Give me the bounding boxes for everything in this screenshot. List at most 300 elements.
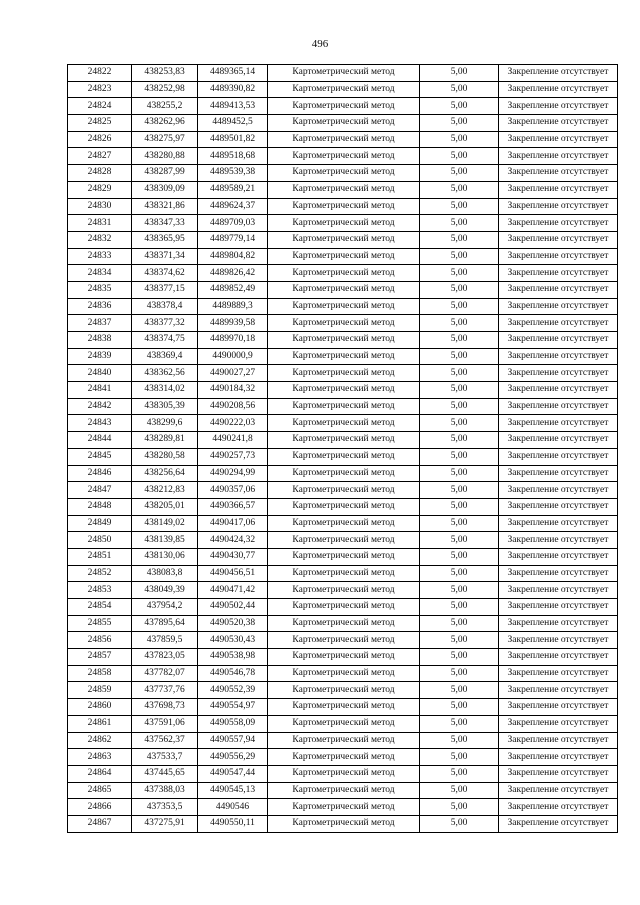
method-cell: Картометрический метод (268, 365, 420, 382)
x-coordinate-cell: 438149,02 (132, 515, 198, 532)
method-cell: Картометрический метод (268, 248, 420, 265)
fixing-cell: Закрепление отсутствует (499, 532, 618, 549)
point-number-cell: 24860 (68, 699, 132, 716)
method-cell: Картометрический метод (268, 632, 420, 649)
error-cell: 5,00 (420, 615, 499, 632)
x-coordinate-cell: 437562,37 (132, 732, 198, 749)
table-row (68, 365, 618, 382)
point-number-cell: 24848 (68, 498, 132, 515)
fixing-cell: Закрепление отсутствует (499, 615, 618, 632)
error-cell: 5,00 (420, 348, 499, 365)
table-row (68, 782, 618, 799)
y-coordinate-cell: 4489390,82 (198, 81, 268, 98)
y-coordinate-cell: 4490556,29 (198, 749, 268, 766)
y-coordinate-cell: 4489970,18 (198, 332, 268, 349)
error-cell: 5,00 (420, 115, 499, 132)
fixing-cell: Закрепление отсутствует (499, 715, 618, 732)
fixing-cell: Закрепление отсутствует (499, 115, 618, 132)
x-coordinate-cell: 437737,76 (132, 682, 198, 699)
fixing-cell: Закрепление отсутствует (499, 498, 618, 515)
table-row (68, 298, 618, 315)
table-row (68, 515, 618, 532)
table-row (68, 415, 618, 432)
method-cell: Картометрический метод (268, 332, 420, 349)
x-coordinate-cell: 438212,83 (132, 482, 198, 499)
method-cell: Картометрический метод (268, 165, 420, 182)
error-cell: 5,00 (420, 799, 499, 816)
fixing-cell: Закрепление отсутствует (499, 365, 618, 382)
y-coordinate-cell: 4490552,39 (198, 682, 268, 699)
y-coordinate-cell: 4490546,78 (198, 665, 268, 682)
x-coordinate-cell: 438362,56 (132, 365, 198, 382)
y-coordinate-cell: 4489589,21 (198, 181, 268, 198)
x-coordinate-cell: 438347,33 (132, 215, 198, 232)
y-coordinate-cell: 4490366,57 (198, 498, 268, 515)
point-number-cell: 24859 (68, 682, 132, 699)
error-cell: 5,00 (420, 248, 499, 265)
table-row (68, 382, 618, 399)
x-coordinate-cell: 437533,7 (132, 749, 198, 766)
x-coordinate-cell: 438256,64 (132, 465, 198, 482)
x-coordinate-cell: 437895,64 (132, 615, 198, 632)
table-row (68, 348, 618, 365)
error-cell: 5,00 (420, 649, 499, 666)
method-cell: Картометрический метод (268, 98, 420, 115)
fixing-cell: Закрепление отсутствует (499, 198, 618, 215)
method-cell: Картометрический метод (268, 815, 420, 832)
table-row (68, 115, 618, 132)
error-cell: 5,00 (420, 215, 499, 232)
method-cell: Картометрический метод (268, 548, 420, 565)
error-cell: 5,00 (420, 181, 499, 198)
table-row (68, 582, 618, 599)
error-cell: 5,00 (420, 165, 499, 182)
x-coordinate-cell: 438255,2 (132, 98, 198, 115)
x-coordinate-cell: 438374,75 (132, 332, 198, 349)
method-cell: Картометрический метод (268, 115, 420, 132)
method-cell: Картометрический метод (268, 265, 420, 282)
x-coordinate-cell: 437353,5 (132, 799, 198, 816)
y-coordinate-cell: 4490208,56 (198, 398, 268, 415)
method-cell: Картометрический метод (268, 498, 420, 515)
method-cell: Картометрический метод (268, 65, 420, 82)
table-row (68, 281, 618, 298)
y-coordinate-cell: 4490557,94 (198, 732, 268, 749)
x-coordinate-cell: 438371,34 (132, 248, 198, 265)
fixing-cell: Закрепление отсутствует (499, 148, 618, 165)
y-coordinate-cell: 4489539,38 (198, 165, 268, 182)
error-cell: 5,00 (420, 65, 499, 82)
method-cell: Картометрический метод (268, 782, 420, 799)
point-number-cell: 24861 (68, 715, 132, 732)
method-cell: Картометрический метод (268, 432, 420, 449)
error-cell: 5,00 (420, 632, 499, 649)
method-cell: Картометрический метод (268, 482, 420, 499)
fixing-cell: Закрепление отсутствует (499, 732, 618, 749)
fixing-cell: Закрепление отсутствует (499, 315, 618, 332)
fixing-cell: Закрепление отсутствует (499, 332, 618, 349)
point-number-cell: 24829 (68, 181, 132, 198)
table-row (68, 448, 618, 465)
point-number-cell: 24836 (68, 298, 132, 315)
y-coordinate-cell: 4489826,42 (198, 265, 268, 282)
table-row (68, 265, 618, 282)
table-row (68, 565, 618, 582)
method-cell: Картометрический метод (268, 398, 420, 415)
table-row (68, 181, 618, 198)
point-number-cell: 24847 (68, 482, 132, 499)
fixing-cell: Закрепление отсутствует (499, 665, 618, 682)
fixing-cell: Закрепление отсутствует (499, 181, 618, 198)
method-cell: Картометрический метод (268, 532, 420, 549)
point-number-cell: 24834 (68, 265, 132, 282)
x-coordinate-cell: 438139,85 (132, 532, 198, 549)
point-number-cell: 24864 (68, 765, 132, 782)
table-row (68, 148, 618, 165)
x-coordinate-cell: 438321,86 (132, 198, 198, 215)
y-coordinate-cell: 4490417,06 (198, 515, 268, 532)
x-coordinate-cell: 438309,09 (132, 181, 198, 198)
method-cell: Картометрический метод (268, 298, 420, 315)
table-row (68, 81, 618, 98)
y-coordinate-cell: 4489804,82 (198, 248, 268, 265)
x-coordinate-cell: 438275,97 (132, 131, 198, 148)
method-cell: Картометрический метод (268, 198, 420, 215)
table-row (68, 98, 618, 115)
method-cell: Картометрический метод (268, 281, 420, 298)
point-number-cell: 24831 (68, 215, 132, 232)
point-number-cell: 24846 (68, 465, 132, 482)
table-row (68, 231, 618, 248)
x-coordinate-cell: 437782,07 (132, 665, 198, 682)
y-coordinate-cell: 4490547,44 (198, 765, 268, 782)
page-number: 496 (311, 38, 329, 50)
method-cell: Картометрический метод (268, 465, 420, 482)
error-cell: 5,00 (420, 281, 499, 298)
error-cell: 5,00 (420, 382, 499, 399)
x-coordinate-cell: 438305,39 (132, 398, 198, 415)
table-row (68, 165, 618, 182)
y-coordinate-cell: 4489939,58 (198, 315, 268, 332)
point-number-cell: 24828 (68, 165, 132, 182)
fixing-cell: Закрепление отсутствует (499, 231, 618, 248)
point-number-cell: 24866 (68, 799, 132, 816)
y-coordinate-cell: 4490471,42 (198, 582, 268, 599)
method-cell: Картометрический метод (268, 348, 420, 365)
fixing-cell: Закрепление отсутствует (499, 248, 618, 265)
coordinates-table (67, 64, 618, 833)
method-cell: Картометрический метод (268, 215, 420, 232)
table-row (68, 482, 618, 499)
fixing-cell: Закрепление отсутствует (499, 165, 618, 182)
point-number-cell: 24857 (68, 649, 132, 666)
table-row (68, 649, 618, 666)
point-number-cell: 24833 (68, 248, 132, 265)
point-number-cell: 24853 (68, 582, 132, 599)
method-cell: Картометрический метод (268, 682, 420, 699)
error-cell: 5,00 (420, 131, 499, 148)
error-cell: 5,00 (420, 81, 499, 98)
table-row (68, 65, 618, 82)
point-number-cell: 24844 (68, 432, 132, 449)
table-body (68, 65, 618, 833)
error-cell: 5,00 (420, 465, 499, 482)
table-row (68, 699, 618, 716)
error-cell: 5,00 (420, 98, 499, 115)
fixing-cell: Закрепление отсутствует (499, 765, 618, 782)
fixing-cell: Закрепление отсутствует (499, 281, 618, 298)
method-cell: Картометрический метод (268, 615, 420, 632)
x-coordinate-cell: 437859,5 (132, 632, 198, 649)
fixing-cell: Закрепление отсутствует (499, 599, 618, 616)
table-row (68, 765, 618, 782)
table-row (68, 215, 618, 232)
error-cell: 5,00 (420, 682, 499, 699)
fixing-cell: Закрепление отсутствует (499, 348, 618, 365)
x-coordinate-cell: 438287,99 (132, 165, 198, 182)
method-cell: Картометрический метод (268, 749, 420, 766)
y-coordinate-cell: 4490257,73 (198, 448, 268, 465)
y-coordinate-cell: 4490000,9 (198, 348, 268, 365)
error-cell: 5,00 (420, 198, 499, 215)
point-number-cell: 24837 (68, 315, 132, 332)
table-row (68, 248, 618, 265)
error-cell: 5,00 (420, 749, 499, 766)
error-cell: 5,00 (420, 448, 499, 465)
y-coordinate-cell: 4489624,37 (198, 198, 268, 215)
table-row (68, 615, 618, 632)
y-coordinate-cell: 4490357,06 (198, 482, 268, 499)
point-number-cell: 24856 (68, 632, 132, 649)
y-coordinate-cell: 4490456,51 (198, 565, 268, 582)
method-cell: Картометрический метод (268, 515, 420, 532)
error-cell: 5,00 (420, 565, 499, 582)
fixing-cell: Закрепление отсутствует (499, 582, 618, 599)
fixing-cell: Закрепление отсутствует (499, 749, 618, 766)
table-row (68, 799, 618, 816)
x-coordinate-cell: 437823,05 (132, 649, 198, 666)
fixing-cell: Закрепление отсутствует (499, 632, 618, 649)
method-cell: Картометрический метод (268, 382, 420, 399)
point-number-cell: 24842 (68, 398, 132, 415)
error-cell: 5,00 (420, 365, 499, 382)
y-coordinate-cell: 4489889,3 (198, 298, 268, 315)
error-cell: 5,00 (420, 231, 499, 248)
error-cell: 5,00 (420, 765, 499, 782)
x-coordinate-cell: 437954,2 (132, 599, 198, 616)
y-coordinate-cell: 4490430,77 (198, 548, 268, 565)
point-number-cell: 24852 (68, 565, 132, 582)
fixing-cell: Закрепление отсутствует (499, 131, 618, 148)
fixing-cell: Закрепление отсутствует (499, 815, 618, 832)
method-cell: Картометрический метод (268, 765, 420, 782)
error-cell: 5,00 (420, 599, 499, 616)
method-cell: Картометрический метод (268, 599, 420, 616)
table-row (68, 432, 618, 449)
table-row (68, 198, 618, 215)
error-cell: 5,00 (420, 498, 499, 515)
y-coordinate-cell: 4490027,27 (198, 365, 268, 382)
fixing-cell: Закрепление отсутствует (499, 799, 618, 816)
x-coordinate-cell: 438377,32 (132, 315, 198, 332)
x-coordinate-cell: 438289,81 (132, 432, 198, 449)
fixing-cell: Закрепление отсутствует (499, 398, 618, 415)
fixing-cell: Закрепление отсутствует (499, 482, 618, 499)
point-number-cell: 24851 (68, 548, 132, 565)
x-coordinate-cell: 438253,83 (132, 65, 198, 82)
error-cell: 5,00 (420, 398, 499, 415)
error-cell: 5,00 (420, 332, 499, 349)
x-coordinate-cell: 438083,8 (132, 565, 198, 582)
table-row (68, 732, 618, 749)
method-cell: Картометрический метод (268, 799, 420, 816)
y-coordinate-cell: 4490502,44 (198, 599, 268, 616)
y-coordinate-cell: 4490241,8 (198, 432, 268, 449)
table-row (68, 532, 618, 549)
point-number-cell: 24855 (68, 615, 132, 632)
error-cell: 5,00 (420, 432, 499, 449)
fixing-cell: Закрепление отсутствует (499, 565, 618, 582)
fixing-cell: Закрепление отсутствует (499, 265, 618, 282)
table-row (68, 749, 618, 766)
method-cell: Картометрический метод (268, 565, 420, 582)
fixing-cell: Закрепление отсутствует (499, 65, 618, 82)
point-number-cell: 24835 (68, 281, 132, 298)
method-cell: Картометрический метод (268, 448, 420, 465)
table-row (68, 632, 618, 649)
point-number-cell: 24824 (68, 98, 132, 115)
fixing-cell: Закрепление отсутствует (499, 682, 618, 699)
point-number-cell: 24826 (68, 131, 132, 148)
y-coordinate-cell: 4490294,99 (198, 465, 268, 482)
y-coordinate-cell: 4489501,82 (198, 131, 268, 148)
x-coordinate-cell: 438377,15 (132, 281, 198, 298)
point-number-cell: 24840 (68, 365, 132, 382)
fixing-cell: Закрепление отсутствует (499, 432, 618, 449)
error-cell: 5,00 (420, 515, 499, 532)
fixing-cell: Закрепление отсутствует (499, 448, 618, 465)
fixing-cell: Закрепление отсутствует (499, 548, 618, 565)
table-row (68, 665, 618, 682)
y-coordinate-cell: 4490546 (198, 799, 268, 816)
error-cell: 5,00 (420, 298, 499, 315)
y-coordinate-cell: 4490558,09 (198, 715, 268, 732)
table-row (68, 332, 618, 349)
fixing-cell: Закрепление отсутствует (499, 782, 618, 799)
x-coordinate-cell: 437591,06 (132, 715, 198, 732)
method-cell: Картометрический метод (268, 315, 420, 332)
y-coordinate-cell: 4489518,68 (198, 148, 268, 165)
error-cell: 5,00 (420, 532, 499, 549)
method-cell: Картометрический метод (268, 415, 420, 432)
x-coordinate-cell: 438299,6 (132, 415, 198, 432)
point-number-cell: 24867 (68, 815, 132, 832)
table-row (68, 815, 618, 832)
point-number-cell: 24845 (68, 448, 132, 465)
method-cell: Картометрический метод (268, 732, 420, 749)
x-coordinate-cell: 438314,02 (132, 382, 198, 399)
fixing-cell: Закрепление отсутствует (499, 382, 618, 399)
table-row (68, 465, 618, 482)
fixing-cell: Закрепление отсутствует (499, 465, 618, 482)
table-row (68, 682, 618, 699)
error-cell: 5,00 (420, 715, 499, 732)
x-coordinate-cell: 437388,03 (132, 782, 198, 799)
error-cell: 5,00 (420, 415, 499, 432)
table-row (68, 715, 618, 732)
error-cell: 5,00 (420, 482, 499, 499)
error-cell: 5,00 (420, 665, 499, 682)
method-cell: Картометрический метод (268, 715, 420, 732)
table-row (68, 548, 618, 565)
point-number-cell: 24830 (68, 198, 132, 215)
x-coordinate-cell: 438374,62 (132, 265, 198, 282)
method-cell: Картометрический метод (268, 81, 420, 98)
y-coordinate-cell: 4489709,03 (198, 215, 268, 232)
fixing-cell: Закрепление отсутствует (499, 81, 618, 98)
point-number-cell: 24865 (68, 782, 132, 799)
fixing-cell: Закрепление отсутствует (499, 215, 618, 232)
point-number-cell: 24823 (68, 81, 132, 98)
error-cell: 5,00 (420, 782, 499, 799)
point-number-cell: 24862 (68, 732, 132, 749)
y-coordinate-cell: 4489452,5 (198, 115, 268, 132)
point-number-cell: 24825 (68, 115, 132, 132)
x-coordinate-cell: 438365,95 (132, 231, 198, 248)
x-coordinate-cell: 438130,06 (132, 548, 198, 565)
table-row (68, 599, 618, 616)
point-number-cell: 24843 (68, 415, 132, 432)
point-number-cell: 24838 (68, 332, 132, 349)
error-cell: 5,00 (420, 815, 499, 832)
y-coordinate-cell: 4490424,32 (198, 532, 268, 549)
y-coordinate-cell: 4490222,03 (198, 415, 268, 432)
error-cell: 5,00 (420, 548, 499, 565)
error-cell: 5,00 (420, 699, 499, 716)
fixing-cell: Закрепление отсутствует (499, 515, 618, 532)
error-cell: 5,00 (420, 265, 499, 282)
x-coordinate-cell: 438262,96 (132, 115, 198, 132)
error-cell: 5,00 (420, 732, 499, 749)
method-cell: Картометрический метод (268, 699, 420, 716)
method-cell: Картометрический метод (268, 649, 420, 666)
y-coordinate-cell: 4490520,38 (198, 615, 268, 632)
method-cell: Картометрический метод (268, 131, 420, 148)
y-coordinate-cell: 4489413,53 (198, 98, 268, 115)
y-coordinate-cell: 4490545,13 (198, 782, 268, 799)
point-number-cell: 24850 (68, 532, 132, 549)
y-coordinate-cell: 4489365,14 (198, 65, 268, 82)
point-number-cell: 24839 (68, 348, 132, 365)
y-coordinate-cell: 4490184,32 (198, 382, 268, 399)
fixing-cell: Закрепление отсутствует (499, 649, 618, 666)
table-row (68, 131, 618, 148)
method-cell: Картометрический метод (268, 582, 420, 599)
x-coordinate-cell: 438369,4 (132, 348, 198, 365)
point-number-cell: 24841 (68, 382, 132, 399)
error-cell: 5,00 (420, 582, 499, 599)
x-coordinate-cell: 437445,65 (132, 765, 198, 782)
y-coordinate-cell: 4489852,49 (198, 281, 268, 298)
x-coordinate-cell: 437698,73 (132, 699, 198, 716)
y-coordinate-cell: 4490538,98 (198, 649, 268, 666)
x-coordinate-cell: 438280,58 (132, 448, 198, 465)
y-coordinate-cell: 4490554,97 (198, 699, 268, 716)
x-coordinate-cell: 437275,91 (132, 815, 198, 832)
point-number-cell: 24827 (68, 148, 132, 165)
y-coordinate-cell: 4490530,43 (198, 632, 268, 649)
table-row (68, 498, 618, 515)
